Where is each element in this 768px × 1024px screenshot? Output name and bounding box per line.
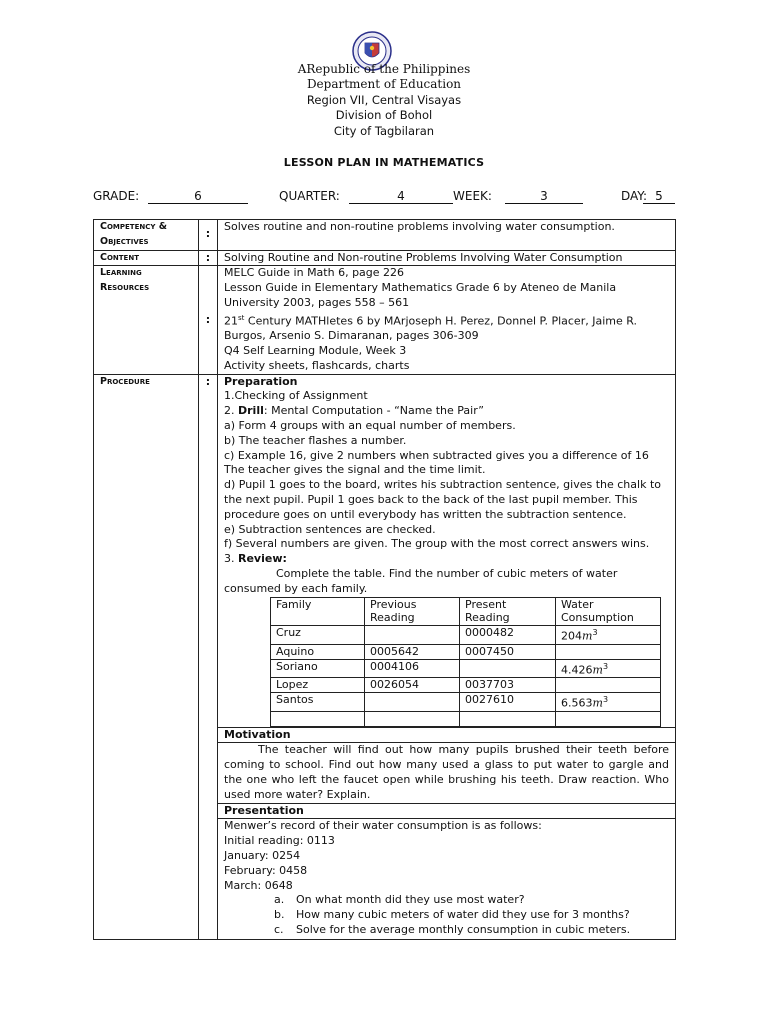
- review-table: [270, 597, 661, 727]
- competency-label: [94, 220, 199, 251]
- prep-step-a: a) Form 4 groups with an equal number of members.: [224, 419, 516, 433]
- prep-step-d: d) Pupil 1 goes to the board, writes his subtraction sentence, gives the chalk to the next pupil. Pupil 1 goes back to the back of the last pupil member. This procedure goes on until everybody has written the subtraction sentence.: [224, 478, 661, 521]
- unit-symbol: m: [592, 696, 603, 710]
- review-cell: Aquino: [271, 644, 365, 659]
- review-table-row: [271, 659, 661, 677]
- prep-step-e: e) Subtraction sentences are checked.: [224, 522, 436, 536]
- prep-step-f: f) Several numbers are given. The group with the most correct answers wins.: [224, 537, 650, 551]
- grade-quarter-line: [93, 189, 693, 205]
- review-cell: Cruz: [271, 626, 365, 644]
- resources-label: [94, 266, 199, 374]
- competency-label-line1: Competency &: [100, 221, 168, 232]
- drill-number: 2.: [224, 404, 238, 418]
- grade-value: 6: [148, 189, 248, 204]
- competency-colon: :: [199, 220, 218, 251]
- review-cell: [556, 626, 661, 644]
- quarter-label: QUARTER:: [279, 189, 340, 203]
- review-cell: 0037703: [460, 678, 556, 693]
- content-label: Content: [94, 250, 199, 266]
- review-cell: 0000482: [460, 626, 556, 644]
- review-header-cell: Previous Reading: [365, 597, 460, 626]
- unit-exponent: 3: [602, 661, 609, 671]
- resource-text: Century MATHletes 6 by MArjoseph H. Perez, Donnel P. Placer, Jaime R. Burgos, Arsenio S. Dimaranan, pages 306-309: [224, 314, 637, 343]
- review-cell: 0005642: [365, 644, 460, 659]
- content-text: Solving Routine and Non-routine Problems Involving Water Consumption: [218, 250, 676, 266]
- resource-ordinal-sup: st: [238, 313, 245, 322]
- presentation-cell: [218, 819, 676, 939]
- content-colon: :: [199, 250, 218, 266]
- resource-item: Q4 Self Learning Module, Week 3: [224, 344, 407, 358]
- review-table-row: [271, 711, 661, 726]
- prep-item-review: [224, 552, 669, 567]
- review-table-row: [271, 644, 661, 659]
- review-cell: [556, 693, 661, 711]
- review-instructions: Complete the table. Find the number of cubic meters of water consumed by each family.: [224, 566, 618, 595]
- resource-ordinal: 21: [224, 314, 238, 328]
- review-cell: Santos: [271, 693, 365, 711]
- review-cell: [365, 626, 460, 644]
- competency-row: [94, 220, 676, 251]
- motivation-heading: Motivation: [218, 727, 676, 743]
- resources-list: [218, 266, 676, 374]
- review-label: Review:: [238, 552, 287, 566]
- header-city: City of Tagbilaran: [333, 124, 435, 138]
- review-cell: [271, 711, 365, 726]
- review-table-row: [271, 626, 661, 644]
- review-cell: [556, 678, 661, 693]
- competency-label-line2: Objectives: [100, 235, 149, 247]
- prep-step-c-cont: The teacher gives the signal and the time limit.: [224, 463, 486, 477]
- reading-line: Initial reading: 0113: [224, 834, 335, 848]
- unit-exponent: 3: [602, 695, 609, 705]
- resource-item: Lesson Guide in Elementary Mathematics Grade 6 by Ateneo de Manila University 2003, pages 558 – 561: [224, 281, 617, 309]
- prep-item-drill: [224, 404, 669, 419]
- review-cell: [556, 659, 661, 677]
- preparation-heading: Preparation: [224, 374, 298, 388]
- resources-row: [94, 266, 676, 374]
- unit-symbol: m: [582, 629, 593, 643]
- unit-symbol: m: [592, 663, 603, 677]
- review-cell: [365, 693, 460, 711]
- week-label: WEEK:: [453, 189, 492, 203]
- procedure-row: [94, 374, 676, 727]
- review-cell: 0007450: [460, 644, 556, 659]
- question-item: [274, 893, 669, 908]
- page-title: LESSON PLAN IN MATHEMATICS: [283, 156, 485, 169]
- lesson-plan-table: [93, 219, 676, 940]
- resource-item: Activity sheets, flashcards, charts: [224, 358, 410, 372]
- review-cell: [556, 711, 661, 726]
- review-cell: Lopez: [271, 678, 365, 693]
- prep-step-c: c) Example 16, give 2 numbers when subtracted gives you a difference of 16: [224, 448, 649, 462]
- resources-label-line1: Learning: [100, 267, 142, 279]
- motivation-text: The teacher will find out how many pupils brushed their teeth before coming to school. Find out how many used a glass to put water to gargle and the one who left the faucet open while brushing his teeth. Draw reaction. Who used more water? Explain.: [218, 743, 676, 803]
- reading-line: January: 0254: [224, 848, 301, 862]
- header-department: Department of Education: [306, 77, 462, 91]
- unit-exponent: 3: [592, 628, 598, 638]
- header-division: Division of Bohol: [335, 108, 433, 122]
- day-value: 5: [643, 189, 675, 204]
- review-header-cell: Present Reading: [460, 597, 556, 626]
- question-key: c.: [274, 922, 284, 936]
- review-table-header: [271, 597, 661, 626]
- resource-item: [224, 311, 669, 344]
- presentation-heading: Presentation: [218, 803, 676, 819]
- review-table-row: [271, 678, 661, 693]
- question-text: On what month did they use most water?: [296, 893, 525, 907]
- preparation-cell: [218, 374, 676, 727]
- header-region: Region VII, Central Visayas: [306, 93, 462, 107]
- review-number: 3.: [224, 552, 238, 566]
- competency-text: Solves routine and non-routine problems involving water consumption.: [218, 220, 676, 251]
- grade-label: GRADE:: [93, 189, 140, 203]
- prep-item-1: 1.Checking of Assignment: [224, 389, 368, 403]
- review-cell: [365, 711, 460, 726]
- drill-label: Drill: [238, 404, 264, 418]
- resource-item: MELC Guide in Math 6, page 226: [224, 266, 405, 280]
- reading-line: February: 0458: [224, 863, 308, 877]
- question-item: [274, 923, 669, 938]
- review-cell: 0026054: [365, 678, 460, 693]
- review-cell: Soriano: [271, 659, 365, 677]
- review-cell: [460, 711, 556, 726]
- review-table-row: [271, 693, 661, 711]
- consumption-value: 204: [561, 629, 582, 643]
- review-header-cell: Family: [271, 597, 365, 626]
- drill-text: : Mental Computation - “Name the Pair”: [263, 404, 484, 418]
- quarter-value: 4: [349, 189, 453, 204]
- question-text: How many cubic meters of water did they use for 3 months?: [296, 908, 630, 922]
- procedure-colon: :: [199, 374, 218, 939]
- resources-colon: :: [199, 266, 218, 374]
- procedure-label: Procedure: [94, 374, 199, 939]
- consumption-value: 4.426: [561, 663, 593, 677]
- review-cell: 0004106: [365, 659, 460, 677]
- question-text: Solve for the average monthly consumption in cubic meters.: [296, 922, 631, 936]
- question-key: a.: [274, 893, 285, 907]
- header-republic: ARepublic of the Philippines: [297, 62, 471, 76]
- reading-line: March: 0648: [224, 878, 293, 892]
- review-cell: [556, 644, 661, 659]
- content-row: [94, 250, 676, 266]
- day-label: DAY:: [621, 189, 648, 203]
- review-cell: [460, 659, 556, 677]
- review-header-cell: Water Consumption: [556, 597, 661, 626]
- review-cell: 0027610: [460, 693, 556, 711]
- question-list: [224, 893, 669, 937]
- question-item: [274, 908, 669, 923]
- prep-step-b: b) The teacher flashes a number.: [224, 433, 407, 447]
- week-value: 3: [505, 189, 583, 204]
- resources-label-line2: Resources: [100, 282, 150, 294]
- consumption-value: 6.563: [561, 696, 593, 710]
- presentation-intro: Menwer’s record of their water consumption is as follows:: [224, 819, 542, 833]
- question-key: b.: [274, 908, 285, 922]
